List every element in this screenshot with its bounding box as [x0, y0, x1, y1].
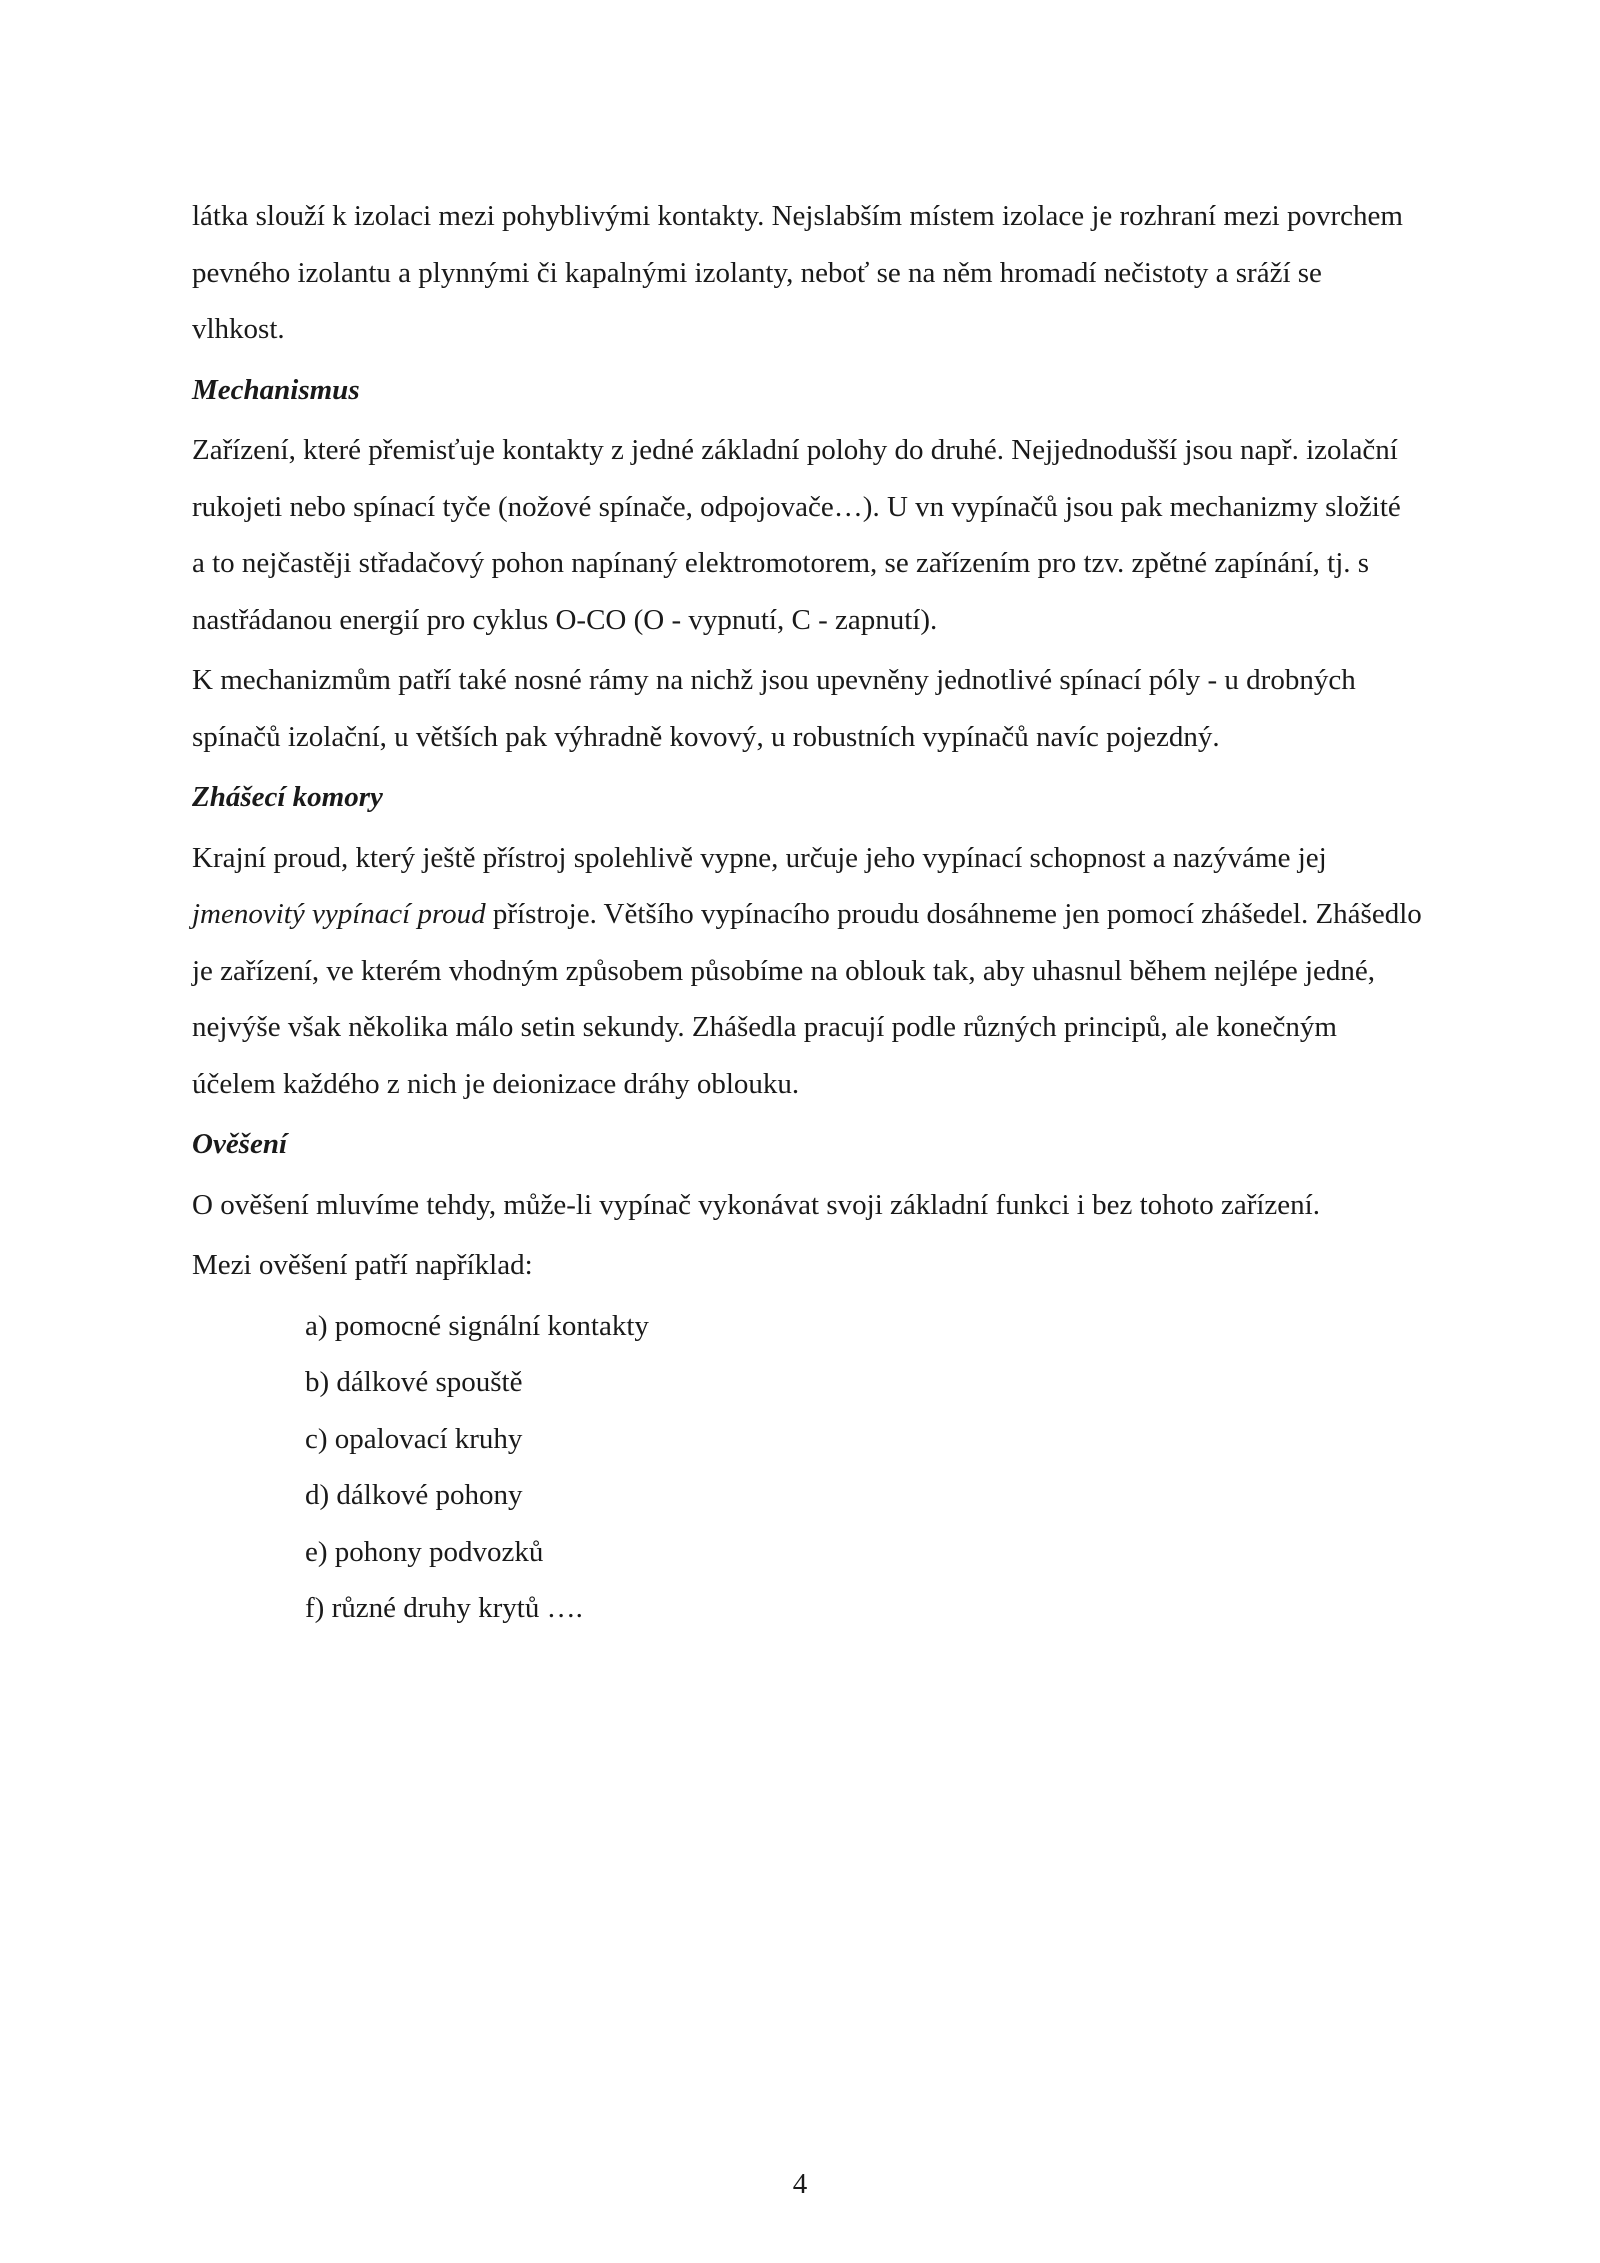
list-item: f) různé druhy krytů ….	[305, 1592, 583, 1624]
list-item: c) opalovací kruhy	[305, 1422, 523, 1455]
oveseni-paragraph-1: O ověšení mluvíme tehdy, může-li vypínač vykonávat svoji základní funkci i bez tohoto zařízení.	[192, 1188, 1320, 1221]
mechanismus-paragraph-1: Zařízení, které přemisťuje kontakty z jedné základní polohy do druhé. Nejjednodušší jsou např. izolační rukojeti nebo spínací tyče (nožové spínače, odpojovače…). U vn vypínačů jsou pak mechanizmy složité a to nejčastěji střadačový pohon napínaný elektromotorem, se zařízením pro tzv. zpětné zapínání, tj. s nastřádanou energií pro cyklus O-CO (O - vypnutí, C - zapnutí).	[192, 434, 1401, 636]
zhaseci-text-after: přístroje. Většího vypínacího proudu dosáhneme jen pomocí zhášedel. Zhášedlo je zařízení, ve kterém vhodným způsobem působíme na oblouk tak, aby uhasnul během nejlépe jedné, nejvýše však několika málo setin sekundy. Zhášedla pracují podle různých principů, ale konečným účelem každého z nich je deionizace dráhy oblouku.	[192, 898, 1422, 1100]
list-item: b) dálkové spouště	[305, 1366, 523, 1398]
jmenovity-vypinaci-proud-term: jmenovitý vypínací proud	[192, 898, 486, 930]
page-content	[192, 188, 1422, 1637]
zhaseci-text-before: Krajní proud, který ještě přístroj spolehlivě vypne, určuje jeho vypínací schopnost a nazýváme jej	[192, 841, 1327, 874]
section-heading-zhaseci-komory: Zhášecí komory	[192, 781, 383, 813]
list-item: d) dálkové pohony	[305, 1479, 523, 1511]
list-item: e) pohony podvozků	[305, 1535, 544, 1568]
mechanismus-paragraph-2: K mechanizmům patří také nosné rámy na nichž jsou upevněny jednotlivé spínací póly - u drobných spínačů izolační, u větších pak výhradně kovový, u robustních vypínačů navíc pojezdný.	[192, 664, 1356, 753]
list-item: a) pomocné signální kontakty	[305, 1309, 649, 1342]
oveseni-paragraph-2: Mezi ověšení patří například:	[192, 1249, 533, 1281]
page-number: 4	[792, 2168, 808, 2200]
intro-paragraph: látka slouží k izolaci mezi pohyblivými kontakty. Nejslabším místem izolace je rozhraní mezi povrchem pevného izolantu a plynnými či kapalnými izolanty, neboť se na něm hromadí nečistoty a sráží se vlhkost.	[192, 200, 1403, 345]
zhaseci-komory-paragraph	[192, 830, 1422, 1113]
oveseni-list	[192, 1298, 1422, 1637]
section-heading-mechanismus: Mechanismus	[192, 373, 360, 406]
section-heading-oveseni: Ověšení	[192, 1128, 288, 1160]
